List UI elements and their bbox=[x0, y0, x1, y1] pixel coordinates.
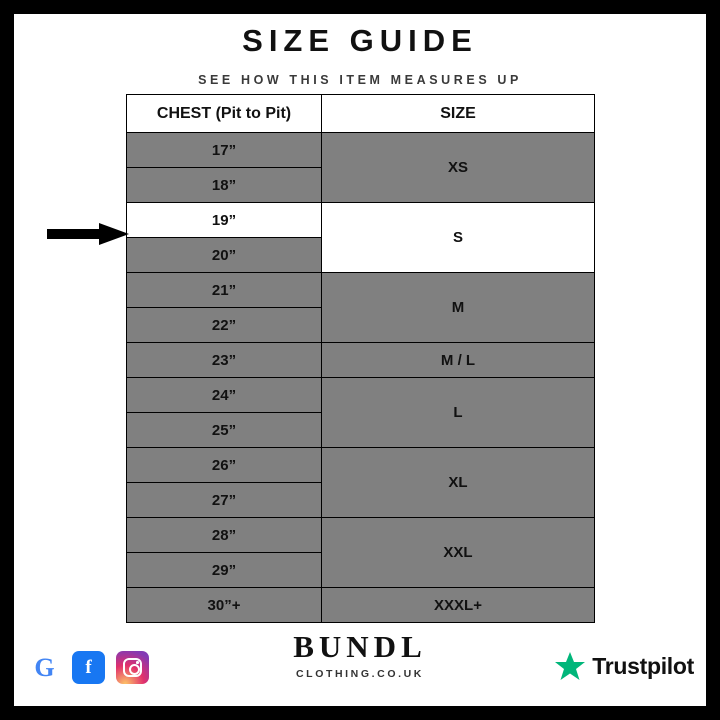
page-subtitle: SEE HOW THIS ITEM MEASURES UP bbox=[198, 73, 522, 87]
table-row bbox=[127, 133, 595, 168]
trustpilot-star-icon bbox=[555, 651, 585, 681]
table-header-row bbox=[127, 95, 595, 133]
table-row bbox=[127, 448, 595, 483]
page-title: SIZE GUIDE bbox=[242, 23, 478, 58]
cell-size: XL bbox=[322, 448, 595, 518]
size-table-wrap bbox=[126, 94, 594, 623]
cell-chest: 24” bbox=[127, 378, 322, 413]
size-table bbox=[126, 94, 595, 623]
facebook-icon-glyph: f bbox=[85, 656, 92, 678]
table-row bbox=[127, 518, 595, 553]
cell-chest: 18” bbox=[127, 168, 322, 203]
table-row-highlighted bbox=[127, 203, 595, 238]
cell-size: XXL bbox=[322, 518, 595, 588]
table-row bbox=[127, 343, 595, 378]
cell-chest: 19” bbox=[127, 203, 322, 238]
trustpilot-badge[interactable] bbox=[555, 651, 694, 681]
cell-chest: 20” bbox=[127, 238, 322, 273]
cell-chest: 25” bbox=[127, 413, 322, 448]
cell-size: XXXL+ bbox=[322, 588, 595, 623]
google-icon-glyph: G bbox=[34, 652, 55, 682]
cell-chest: 28” bbox=[127, 518, 322, 553]
table-row bbox=[127, 378, 595, 413]
cell-chest: 26” bbox=[127, 448, 322, 483]
trustpilot-label: Trustpilot bbox=[592, 652, 694, 679]
cell-chest: 27” bbox=[127, 483, 322, 518]
cell-chest: 17” bbox=[127, 133, 322, 168]
brand-name: BUNDL bbox=[293, 629, 427, 664]
cell-chest: 21” bbox=[127, 273, 322, 308]
card-footer bbox=[14, 612, 706, 698]
table-row bbox=[127, 273, 595, 308]
cell-size: M / L bbox=[322, 343, 595, 378]
cell-size: M bbox=[322, 273, 595, 343]
cell-chest: 30”+ bbox=[127, 588, 322, 623]
cell-chest: 22” bbox=[127, 308, 322, 343]
right-arrow-icon bbox=[47, 223, 129, 245]
column-header-chest: CHEST (Pit to Pit) bbox=[127, 95, 322, 133]
brand-domain: CLOTHING.CO.UK bbox=[296, 668, 424, 680]
cell-chest: 29” bbox=[127, 553, 322, 588]
size-table-body bbox=[127, 95, 595, 623]
cell-size: S bbox=[322, 203, 595, 273]
cell-size: XS bbox=[322, 133, 595, 203]
column-header-size: SIZE bbox=[322, 95, 595, 133]
size-guide-card bbox=[14, 14, 706, 706]
cell-size: L bbox=[322, 378, 595, 448]
cell-chest: 23” bbox=[127, 343, 322, 378]
